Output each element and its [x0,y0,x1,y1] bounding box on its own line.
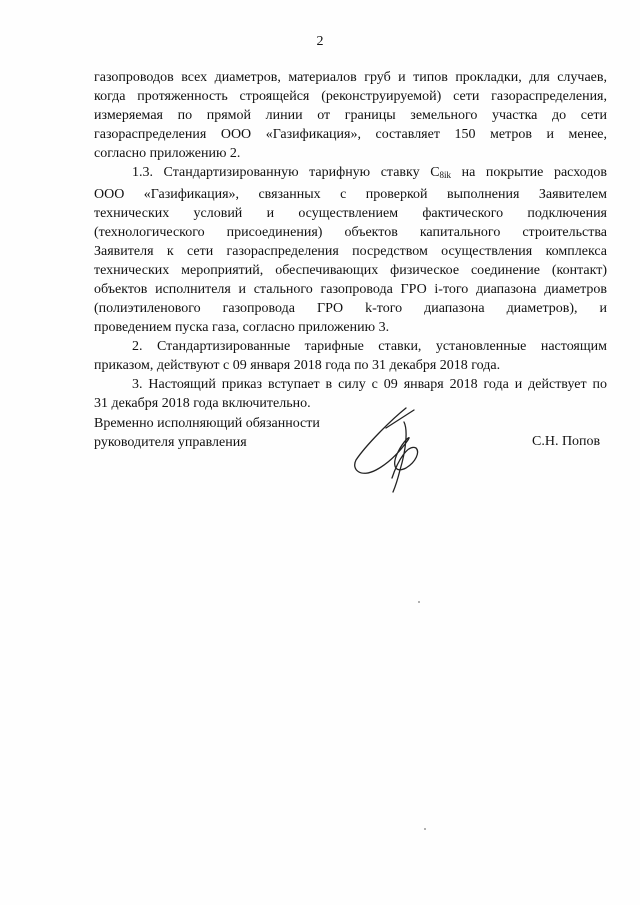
text-line: проведением пуска газа, согласно приложению 3. [94,320,390,335]
scan-speck [418,601,420,603]
text-line: (технологического присоединения) объектов капитального строительства [94,225,607,240]
text-line: газораспределения ООО «Газификация», составляет 150 метров и менее, [94,127,607,142]
paragraph-1-3 [94,163,607,337]
paragraph-continuation [94,68,607,163]
text-line: когда протяженность строящейся (реконструируемой) сети газораспределения, [94,89,607,104]
text-line [94,163,607,185]
signatory-title-line: руководителя управления [94,435,247,450]
text-line: технических мероприятий, обеспечивающих физическое соединение (контакт) [94,263,607,278]
text-line: (полиэтиленового газопровода ГРО k-того диапазона диаметров), и [94,301,607,316]
text-line: измеряемая по прямой линии от границы земельного участка до сети [94,108,607,123]
text-line: согласно приложению 2. [94,146,241,161]
text-line: Заявителя к сети газораспределения посредством осуществления комплекса [94,244,607,259]
scan-speck [424,828,426,830]
signatory-title [94,414,320,452]
signatory-title-line: Временно исполняющий обязанности [94,416,320,431]
subscript: 8ik [439,170,452,180]
text-fragment: на покрытие расходов [451,165,607,180]
text-fragment: 1.3. Стандартизированную тарифную ставку С [132,165,440,180]
handwritten-signature [346,400,446,495]
text-line: технических условий и осуществлением фактического подключения [94,206,607,221]
signatory-name: С.Н. Попов [532,434,601,449]
text-line: ООО «Газификация», связанных с проверкой выполнения Заявителем [94,187,607,202]
text-line: объектов исполнителя и стального газопровода ГРО i-того диапазона диаметров [94,282,607,297]
document-body [94,68,607,413]
text-line: 31 декабря 2018 года включительно. [94,396,311,411]
paragraph-2 [94,337,607,375]
text-line: 3. Настоящий приказ вступает в силу с 09 января 2018 года и действует по [132,377,607,392]
text-line: газопроводов всех диаметров, материалов груб и типов прокладки, для случаев, [94,70,607,85]
text-line: приказом, действуют с 09 января 2018 года по 31 декабря 2018 года. [94,358,501,373]
text-line: 2. Стандартизированные тарифные ставки, установленные настоящим [132,339,607,354]
page-number: 2 [316,34,324,49]
